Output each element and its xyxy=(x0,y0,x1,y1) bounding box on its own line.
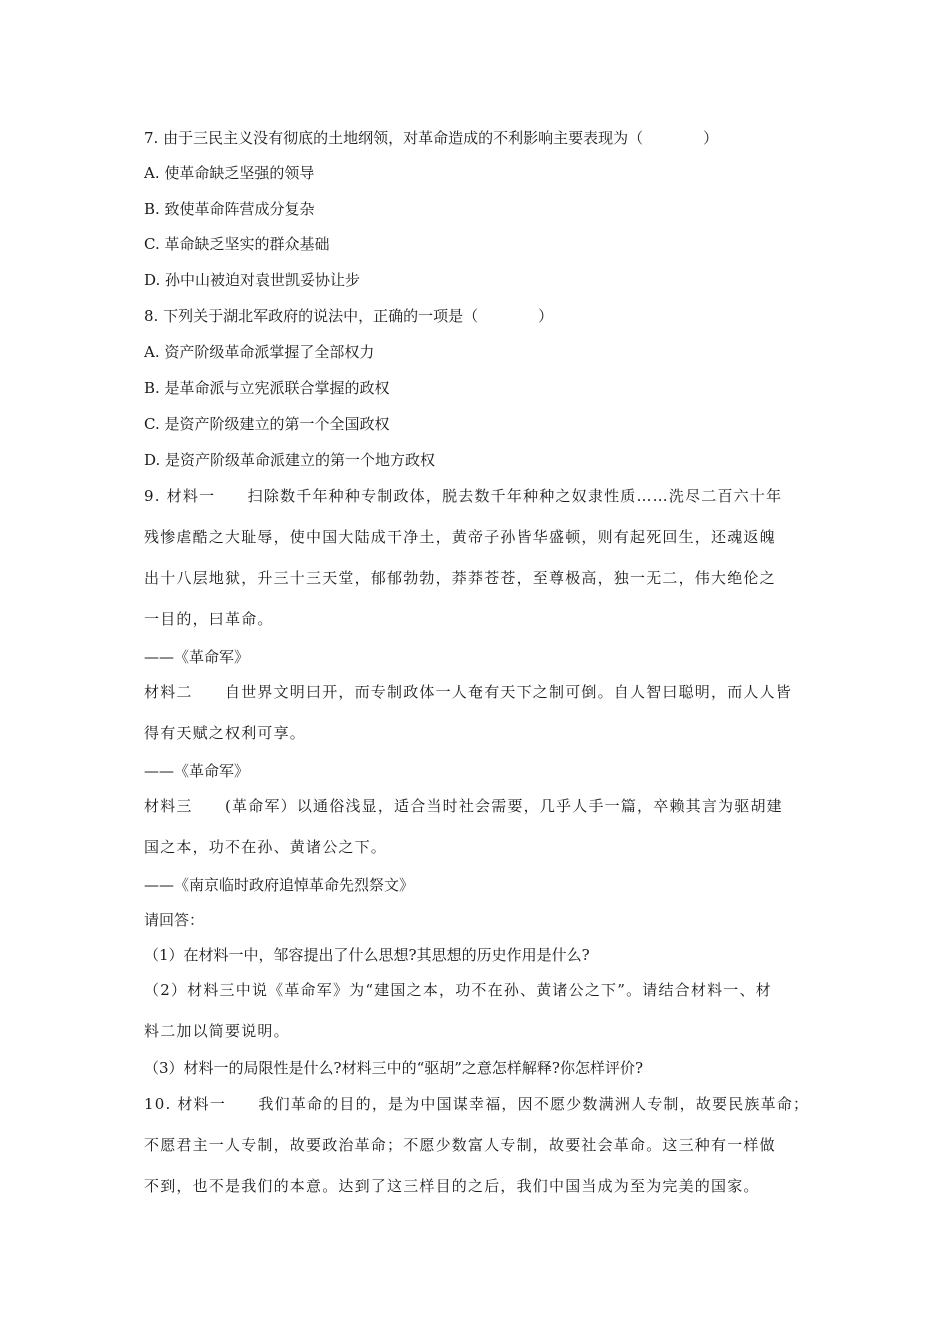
q10-line2: 不愿君主一人专制，故要政治革命；不愿少数富人专制，故要社会革命。这三种有一样做 xyxy=(144,1136,776,1154)
q8-stem: 8. 下列关于湖北军政府的说法中，正确的一项是（ ） xyxy=(144,307,554,325)
q9-material2-line1: 材料二 自世界文明曰开，而专制政体一人奄有天下之制可倒。自人智曰聪明，而人人皆 xyxy=(144,683,793,701)
q9-material1-line1: 9. 材料一 扫除数千年种种专制政体，脱去数千年种种之奴隶性质……洗尽二百六十年 xyxy=(144,487,783,505)
q9-prompt: 请回答： xyxy=(144,911,205,929)
q9-source3: ——《南京临时政府追悼革命先烈祭文》 xyxy=(144,876,415,894)
q7-stem: 7. 由于三民主义没有彻底的土地纲领，对革命造成的不利影响主要表现为（ ） xyxy=(144,129,719,147)
q9-material3-line2: 国之本，功不在孙、黄诸公之下。 xyxy=(144,838,388,856)
q10-line3: 不到，也不是我们的本意。达到了这三样目的之后，我们中国当成为至为完美的国家。 xyxy=(144,1177,760,1195)
q9-material3-line1: 材料三 (革命军）以通俗浅显，适合当时社会需要，几乎人手一篇，卒赖其言为驱胡建 xyxy=(144,797,783,815)
q9-material1-line3: 出十八层地狱，升三十三天堂，郁郁勃勃，莽莽苍苍，至尊极高，独一无二，伟大绝伦之 xyxy=(144,569,776,587)
q9-source2: ——《革命军》 xyxy=(144,762,250,780)
q8-option-c: C. 是资产阶级建立的第一个全国政权 xyxy=(144,415,390,433)
q9-material1-line2: 残惨虐酷之大耻辱，使中国大陆成干净土，黄帝子孙皆华盛顿，则有起死回生，还魂返魄 xyxy=(144,528,776,546)
q7-option-c: C. 革命缺乏坚实的群众基础 xyxy=(144,235,330,253)
q9-sub2-line2: 料二加以简要说明。 xyxy=(144,1022,290,1040)
q7-option-d: D. 孙中山被迫对袁世凯妥协让步 xyxy=(144,271,361,289)
q9-material2-line2: 得有天赋之权利可享。 xyxy=(144,724,307,742)
q7-option-a: A. 使革命缺乏坚强的领导 xyxy=(144,164,315,182)
q8-option-d: D. 是资产阶级革命派建立的第一个地方政权 xyxy=(144,451,436,469)
q8-option-b: B. 是革命派与立宪派联合掌握的政权 xyxy=(144,379,390,397)
q9-source1: ——《革命军》 xyxy=(144,648,250,666)
q10-line1: 10. 材料一 我们革命的目的，是为中国谋幸福，因不愿少数满洲人专制，故要民族革命； xyxy=(144,1095,810,1113)
q9-material1-line4: 一目的，曰革命。 xyxy=(144,610,274,628)
q9-sub3: （3）材料一的局限性是什么?材料三中的“驱胡”之意怎样解释?你怎样评价? xyxy=(144,1059,644,1077)
q7-option-b: B. 致使革命阵营成分复杂 xyxy=(144,200,315,218)
q9-sub2-line1: （2）材料三中说《革命军》为“建国之本，功不在孙、黄诸公之下”。请结合材料一、材 xyxy=(144,981,772,999)
q8-option-a: A. 资产阶级革命派掌握了全部权力 xyxy=(144,343,375,361)
q9-sub1: （1）在材料一中，邹容提出了什么思想?其思想的历史作用是什么? xyxy=(144,946,590,964)
